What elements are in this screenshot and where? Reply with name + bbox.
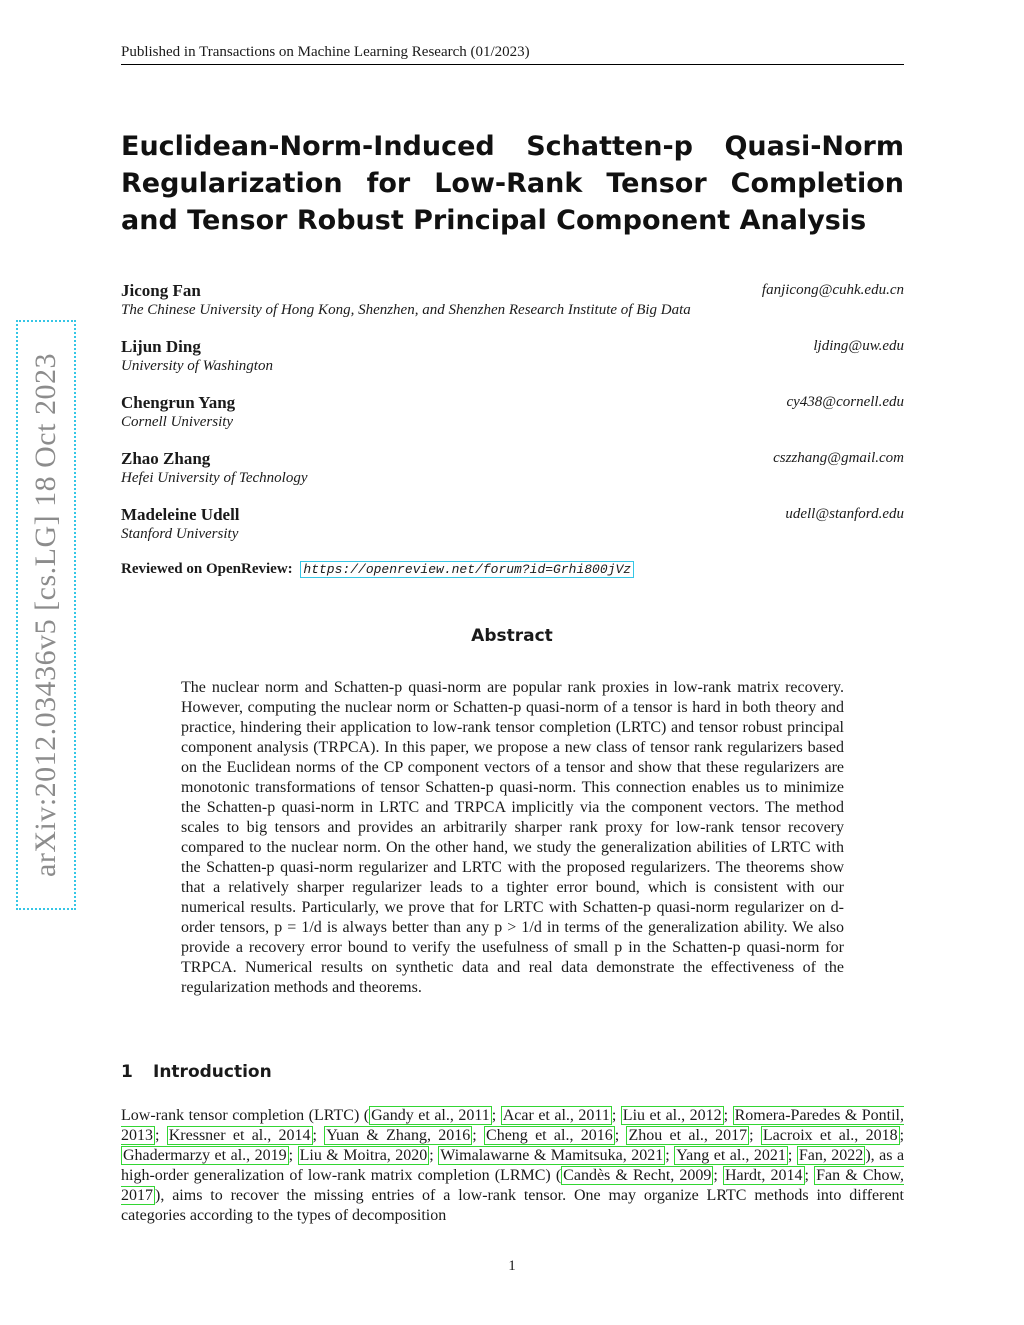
citation-link[interactable]: Kressner et al., 2014 bbox=[168, 1127, 311, 1144]
author-block bbox=[121, 393, 904, 431]
citation-link[interactable]: Hardt, 2014 bbox=[724, 1167, 803, 1184]
author-affiliation: The Chinese University of Hong Kong, Shenzhen, and Shenzhen Research Institute of Big Data bbox=[121, 302, 691, 318]
author-name: Madeleine Udell bbox=[121, 505, 240, 524]
citation-link[interactable]: Romera-Paredes & Pontil, 2013 bbox=[121, 1107, 904, 1144]
review-label: Reviewed on OpenReview: bbox=[121, 561, 293, 577]
abstract-text: The nuclear norm and Schatten-p quasi-norm are popular rank proxies in low-rank matrix recovery. However, computing the nuclear norm or Schatten-p quasi-norm of a tensor is hard in both theory and practice, hindering their application to low-rank tensor completion (LRTC) and tensor robust principal component analysis (TRPCA). In this paper, we propose a new class of tensor rank regularizers based on the Euclidean norms of the CP component vectors of a tensor and show that these regularizers are monotonic transformations of tensor Schatten-p quasi-norm. This connection enables us to minimize the Schatten-p quasi-norm in LRTC and TRPCA implicitly via the component vectors. The method scales to big tensors and provides an arbitrarily sharper rank proxy for low-rank tensor recovery compared to the nuclear norm. On the other hand, we study the generalization abilities of LRTC with the Schatten-p quasi-norm regularizer and LRTC with the proposed regularizers. The theorems show that a relatively sharper regularizer leads to a tighter error bound, which is consistent with our numerical results. Particularly, we prove that for LRTC with Schatten-p quasi-norm regularizer on d-order tensors, p = 1/d is always better than any p > 1/d in terms of the generalization ability. We also provide a recovery error bound to verify the usefulness of small p in the Schatten-p quasi-norm for TRPCA. Numerical results on synthetic data and real data demonstrate the effectiveness of the regularization methods and theorems. bbox=[181, 679, 844, 996]
author-name: Chengrun Yang bbox=[121, 393, 236, 412]
citation-link[interactable]: Cheng et al., 2016 bbox=[486, 1127, 613, 1144]
citation-link[interactable]: Candès & Recht, 2009 bbox=[563, 1167, 712, 1184]
arxiv-stamp-text: arXiv:2012.03436v5 [cs.LG] 18 Oct 2023 bbox=[29, 353, 62, 877]
author-block bbox=[121, 337, 904, 375]
arxiv-stamp[interactable] bbox=[16, 320, 76, 910]
author-email: fanjicong@cuhk.edu.cn bbox=[761, 282, 904, 298]
author-email: ljding@uw.edu bbox=[813, 338, 904, 354]
citation-link[interactable]: Ghadermarzy et al., 2019 bbox=[123, 1147, 287, 1164]
intro-text-mid: ), as a high-order generalization of low-rank matrix completion (LRMC) ( bbox=[121, 1147, 905, 1184]
citation-link[interactable]: Yang et al., 2021 bbox=[676, 1147, 786, 1164]
author-block bbox=[121, 449, 904, 487]
citation-link[interactable]: Gandy et al., 2011 bbox=[371, 1107, 490, 1124]
intro-text-end: ), aims to recover the missing entries of a low-rank tensor. One may organize LRTC methods into different categories according to the types of decomposition bbox=[121, 1187, 904, 1224]
author-block bbox=[121, 281, 904, 319]
page-number: 1 bbox=[508, 1258, 516, 1274]
citation-link[interactable]: Fan & Chow, 2017 bbox=[121, 1167, 905, 1204]
citation-link[interactable]: Fan, 2022 bbox=[798, 1147, 864, 1164]
author-email: cszzhang@gmail.com bbox=[773, 450, 904, 466]
abstract-heading: Abstract bbox=[471, 626, 553, 646]
review-line bbox=[121, 561, 634, 578]
citation-link[interactable]: Liu et al., 2012 bbox=[622, 1107, 722, 1124]
author-email: udell@stanford.edu bbox=[785, 506, 904, 522]
author-name: Lijun Ding bbox=[121, 337, 201, 356]
author-affiliation: Cornell University bbox=[121, 414, 234, 430]
author-name: Zhao Zhang bbox=[121, 449, 211, 468]
author-affiliation: University of Washington bbox=[121, 358, 273, 374]
intro-paragraph bbox=[121, 1106, 904, 1226]
openreview-link[interactable]: https://openreview.net/forum?id=Grhi800jVz bbox=[300, 561, 634, 578]
citation-group: Gandy et al., 2011 ; Acar et al., 2011 ; Liu et al., 2012 ; Romera-Paredes & Pontil, 2013 ; Kressner et al., 2014 ; Yuan & Zhang, 2016 ; Cheng et al., 2016 ; Zhou et al., 2017 ; Lacroix et al., 2018 ; Ghadermarzy et al., 2019 ; Liu & Moitra, 2020 ; Wimalawarne & Mamitsuka, 2021 ; Yang et al., 2021 ; Fan, 2022 bbox=[121, 1107, 905, 1164]
author-block bbox=[121, 505, 904, 543]
author-email: cy438@cornell.edu bbox=[786, 394, 904, 410]
citation-link[interactable]: Liu & Moitra, 2020 bbox=[299, 1147, 428, 1164]
section-title: Introduction bbox=[153, 1062, 272, 1082]
section-number: 1 bbox=[121, 1062, 133, 1082]
author-name: Jicong Fan bbox=[121, 281, 201, 300]
citation-link[interactable]: Acar et al., 2011 bbox=[502, 1107, 610, 1124]
citation-link[interactable]: Zhou et al., 2017 bbox=[628, 1127, 748, 1144]
citation-link[interactable]: Lacroix et al., 2018 bbox=[762, 1127, 898, 1144]
citation-link[interactable]: Yuan & Zhang, 2016 bbox=[326, 1127, 471, 1144]
author-affiliation: Hefei University of Technology bbox=[121, 470, 308, 486]
author-affiliation: Stanford University bbox=[121, 526, 239, 542]
paper-title: Euclidean-Norm-Induced Schatten-p Quasi-Norm Regularization for Low-Rank Tensor Completion and Tensor Robust Principal Component Analysis bbox=[121, 131, 904, 236]
section-heading bbox=[121, 1062, 272, 1082]
intro-text-start: Low-rank tensor completion (LRTC) ( bbox=[121, 1107, 370, 1124]
citation-group: Candès & Recht, 2009 ; Hardt, 2014 ; Fan & Chow, 2017 bbox=[121, 1167, 905, 1204]
citation-link[interactable]: Wimalawarne & Mamitsuka, 2021 bbox=[440, 1147, 664, 1164]
running-head: Published in Transactions on Machine Learning Research (01/2023) bbox=[121, 44, 904, 65]
